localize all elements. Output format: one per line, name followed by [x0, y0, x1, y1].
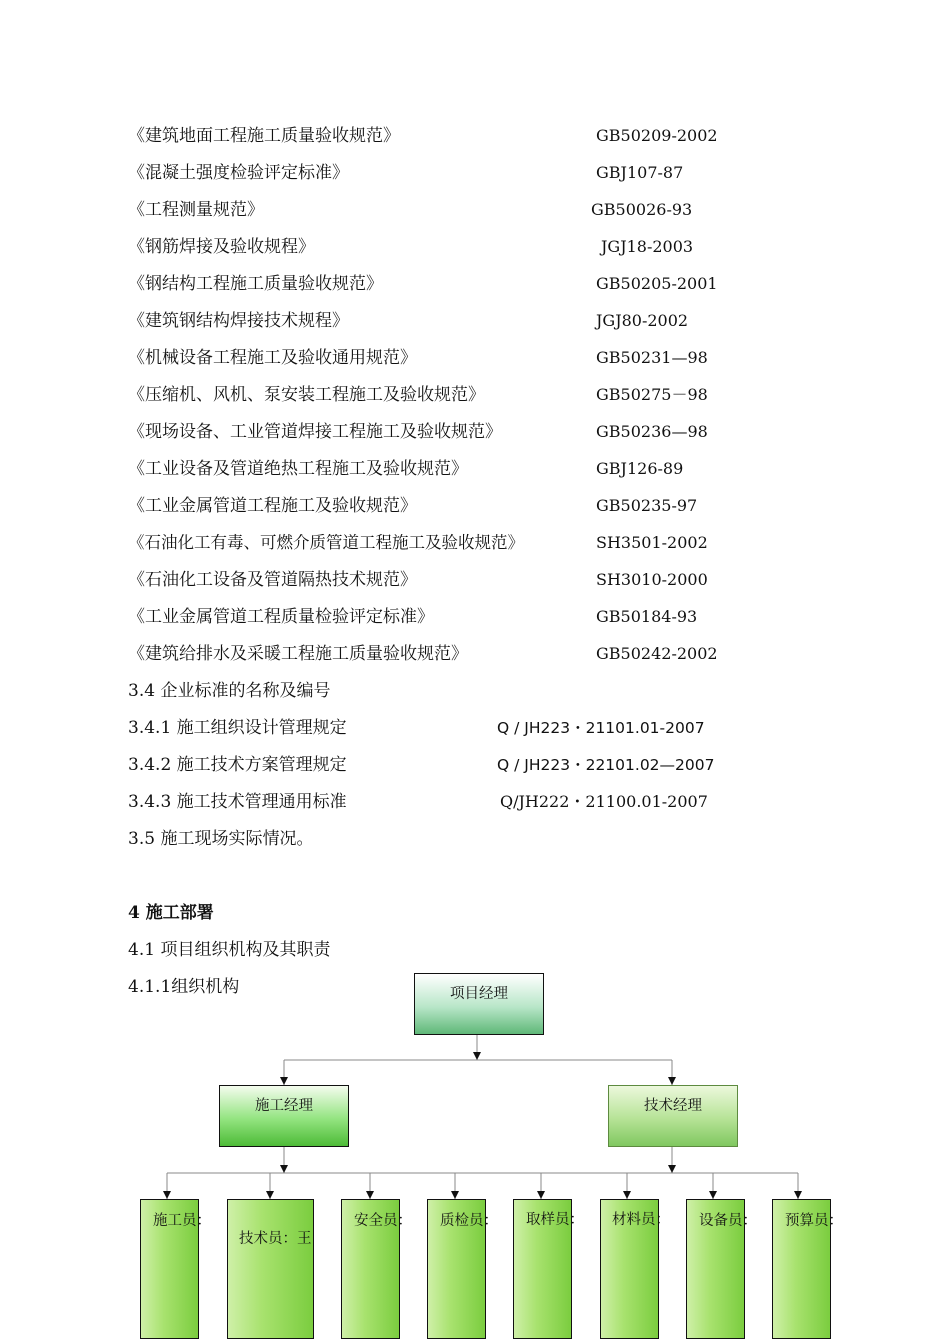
standard-name: 《工业金属管道工程施工及验收规范》 [128, 496, 417, 516]
standard-code: GB50231—98 [596, 348, 708, 367]
standard-code: SH3501-2002 [596, 533, 708, 552]
org-staff-label: 设备员： [699, 1213, 757, 1229]
standard-code: GBJ107-87 [596, 163, 684, 182]
standard-code: JGJ18-2003 [601, 237, 694, 256]
standard-code: JGJ80-2002 [596, 311, 689, 330]
standard-name: 《混凝土强度检验评定标准》 [128, 163, 349, 183]
enterprise-standard-code: Q / JH223・21101.01-2007 [497, 719, 705, 737]
standard-name: 《建筑钢结构焊接技术规程》 [128, 311, 349, 331]
org-staff-label: 安全员： [354, 1213, 412, 1229]
enterprise-standard-code: Q / JH223・22101.02—2007 [497, 756, 715, 774]
section-3-4-title: 3.4 企业标准的名称及编号 [128, 681, 331, 701]
standard-code: GB50026-93 [591, 200, 693, 219]
standard-code: GB50242-2002 [596, 644, 718, 663]
org-staff-label: 技术员：王 [239, 1231, 312, 1247]
section-4-title: 4 施工部署 [128, 903, 214, 923]
standard-name: 《工程测量规范》 [128, 200, 264, 220]
standard-name: 《建筑给排水及采暖工程施工质量验收规范》 [128, 644, 468, 664]
standard-code: GBJ126-89 [596, 459, 684, 478]
standard-code: GB50209-2002 [596, 126, 718, 145]
org-staff-label: 质检员： [440, 1213, 498, 1229]
section-3-5: 3.5 施工现场实际情况。 [128, 829, 314, 849]
org-box-project-manager: 项目经理 [414, 973, 544, 1035]
standard-code: GB50205-2001 [596, 274, 718, 293]
org-box-construction-manager: 施工经理 [219, 1085, 349, 1147]
standard-name: 《石油化工有毒、可燃介质管道工程施工及验收规范》 [128, 533, 524, 552]
section-4-1-title: 4.1 项目组织机构及其职责 [128, 940, 331, 960]
standard-name: 《工业金属管道工程质量检验评定标准》 [128, 607, 434, 627]
enterprise-standard-name: 3.4.2 施工技术方案管理规定 [128, 755, 347, 775]
standard-name: 《现场设备、工业管道焊接工程施工及验收规范》 [128, 422, 502, 442]
enterprise-standard-code: Q/JH222・21100.01-2007 [500, 792, 708, 811]
org-box-technical-manager: 技术经理 [608, 1085, 738, 1147]
enterprise-standard-name: 3.4.1 施工组织设计管理规定 [128, 718, 347, 738]
standard-name: 《石油化工设备及管道隔热技术规范》 [128, 570, 417, 590]
org-staff-label: 取样员： [526, 1212, 584, 1228]
enterprise-standard-name: 3.4.3 施工技术管理通用标准 [128, 792, 347, 812]
standard-code: SH3010-2000 [596, 570, 708, 589]
org-box-staff [227, 1199, 314, 1339]
org-staff-label: 材料员： [612, 1212, 670, 1228]
standard-name: 《钢结构工程施工质量验收规范》 [128, 274, 383, 294]
standard-name: 《机械设备工程施工及验收通用规范》 [128, 348, 417, 368]
standard-name: 《压缩机、风机、泵安装工程施工及验收规范》 [128, 385, 485, 405]
standard-code: GB50236—98 [596, 422, 708, 441]
org-staff-label: 施工员： [153, 1213, 211, 1229]
section-4-1-1-title: 4.1.1组织机构 [128, 977, 240, 997]
standard-name: 《钢筋焊接及验收规程》 [128, 237, 315, 257]
standard-code: GB50235-97 [596, 496, 698, 515]
standard-code: GB50275－98 [596, 385, 708, 404]
standard-code: GB50184-93 [596, 607, 698, 626]
standard-name: 《建筑地面工程施工质量验收规范》 [128, 126, 400, 146]
org-staff-label: 预算员： [785, 1213, 843, 1229]
standard-name: 《工业设备及管道绝热工程施工及验收规范》 [128, 459, 468, 479]
